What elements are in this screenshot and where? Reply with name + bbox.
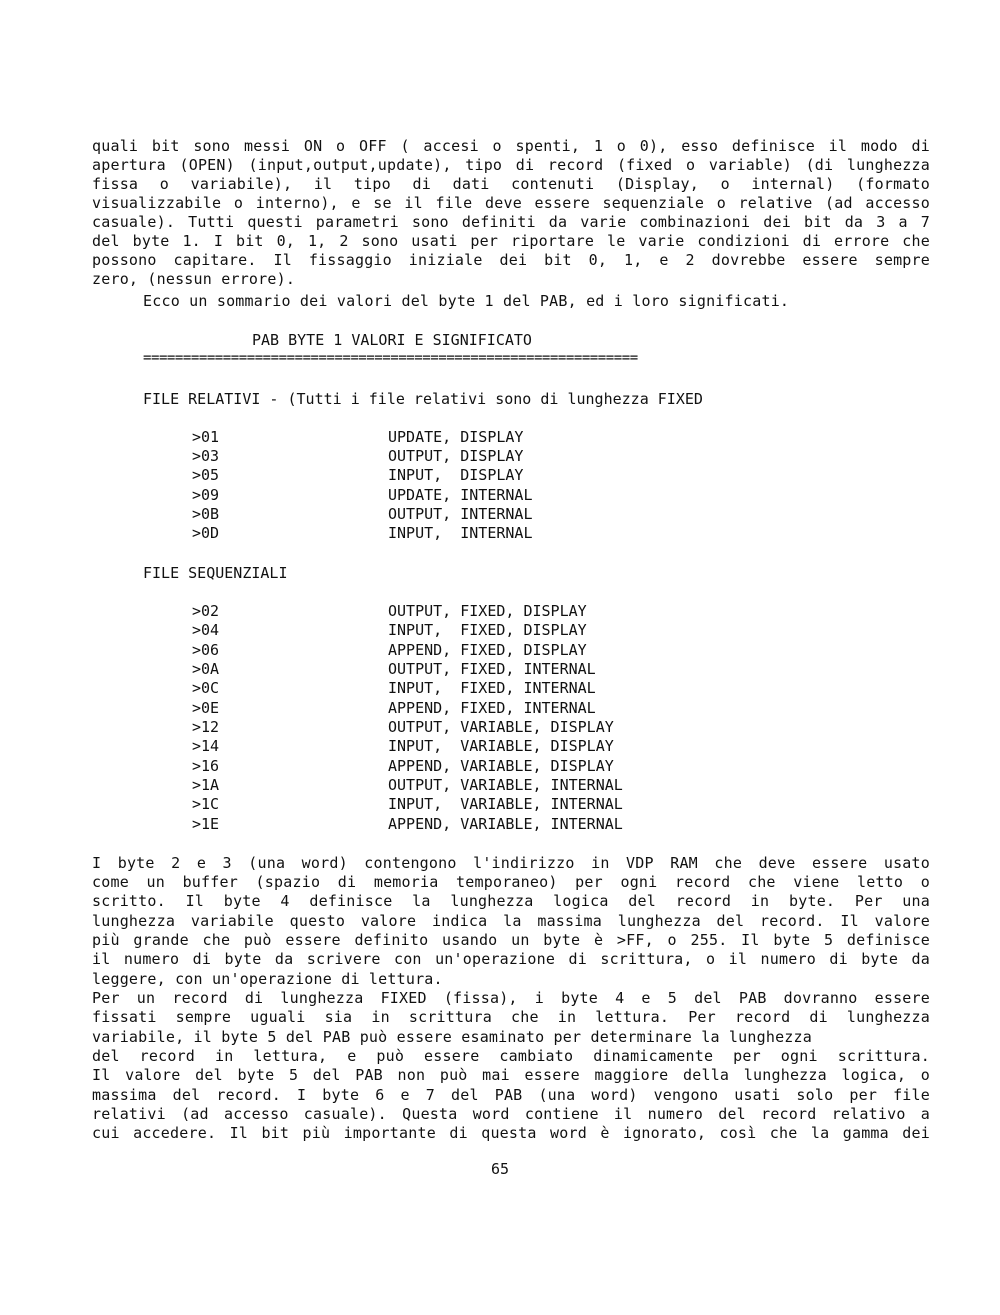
table-row-code: >12 bbox=[192, 718, 220, 736]
paragraph-line: lunghezza variabile questo valore indica la massima lunghezza del record. Il valore bbox=[92, 912, 930, 930]
paragraph-line: più grande che può essere definito usando un byte è >FF, o 255. Il byte 5 definisce bbox=[92, 931, 930, 949]
paragraph-line: zero, (nessun errore). bbox=[92, 270, 296, 288]
table-row-code: >01 bbox=[192, 428, 220, 446]
paragraph-line: I byte 2 e 3 (una word) contengono l'indirizzo in VDP RAM che deve essere usato bbox=[92, 854, 930, 872]
table-title: PAB BYTE 1 VALORI E SIGNIFICATO bbox=[252, 331, 532, 349]
paragraph-line: quali bit sono messi ON o OFF ( accesi o spenti, 1 o 0), esso definisce il modo di bbox=[92, 137, 930, 155]
table-row-code: >04 bbox=[192, 621, 220, 639]
summary-line: Ecco un sommario dei valori del byte 1 del PAB, ed i loro significati. bbox=[143, 292, 790, 310]
table-row-code: >0C bbox=[192, 679, 220, 697]
table-row-code: >16 bbox=[192, 757, 220, 775]
table-row-value: INPUT, VARIABLE, INTERNAL bbox=[388, 795, 623, 813]
sequential-files-heading: FILE SEQUENZIALI bbox=[143, 564, 288, 582]
table-row-value: APPEND, FIXED, INTERNAL bbox=[388, 699, 596, 717]
paragraph-line: variabile, il byte 5 del PAB può essere esaminato per determinare la lunghezza bbox=[92, 1028, 812, 1046]
table-row-value: APPEND, VARIABLE, INTERNAL bbox=[388, 815, 623, 833]
paragraph-line: casuale). Tutti questi parametri sono definiti da varie combinazioni dei bit da 3 a 7 bbox=[92, 213, 930, 231]
table-row-value: INPUT, INTERNAL bbox=[388, 524, 533, 542]
paragraph-line: fissati sempre uguali sia in scrittura che in lettura. Per record di lunghezza bbox=[92, 1008, 930, 1026]
table-row-code: >06 bbox=[192, 641, 220, 659]
table-row-code: >1A bbox=[192, 776, 220, 794]
table-row-code: >09 bbox=[192, 486, 220, 504]
table-row-code: >0B bbox=[192, 505, 220, 523]
table-row-code: >1E bbox=[192, 815, 220, 833]
paragraph-line: apertura (OPEN) (input,output,update), tipo di record (fixed o variable) (di lunghezza bbox=[92, 156, 930, 174]
paragraph-line: leggere, con un'operazione di lettura. bbox=[92, 970, 443, 988]
table-row-value: OUTPUT, VARIABLE, INTERNAL bbox=[388, 776, 623, 794]
table-row-code: >0D bbox=[192, 524, 220, 542]
relative-files-heading: FILE RELATIVI - (Tutti i file relativi sono di lunghezza FIXED bbox=[143, 390, 703, 408]
paragraph-line: del record in lettura, e può essere cambiato dinamicamente per ogni scrittura. bbox=[92, 1047, 930, 1065]
table-row-value: OUTPUT, DISPLAY bbox=[388, 447, 524, 465]
table-row-code: >0E bbox=[192, 699, 220, 717]
table-row-value: OUTPUT, FIXED, INTERNAL bbox=[388, 660, 596, 678]
paragraph-line: possono capitare. Il fissaggio iniziale dei bit 0, 1, e 2 dovrebbe essere sempre bbox=[92, 251, 930, 269]
paragraph-line: cui accedere. Il bit più importante di questa word è ignorato, così che la gamma dei bbox=[92, 1124, 930, 1142]
table-row-value: OUTPUT, FIXED, DISPLAY bbox=[388, 602, 587, 620]
table-row-code: >0A bbox=[192, 660, 220, 678]
table-row-value: UPDATE, INTERNAL bbox=[388, 486, 533, 504]
table-row-value: INPUT, VARIABLE, DISPLAY bbox=[388, 737, 614, 755]
table-row-value: INPUT, FIXED, INTERNAL bbox=[388, 679, 596, 697]
table-row-value: APPEND, FIXED, DISPLAY bbox=[388, 641, 587, 659]
table-row-value: OUTPUT, VARIABLE, DISPLAY bbox=[388, 718, 614, 736]
table-row-code: >05 bbox=[192, 466, 220, 484]
paragraph-line: relativi (ad accesso casuale). Questa word contiene il numero del record relativo a bbox=[92, 1105, 930, 1123]
paragraph-line: fissa o variabile), il tipo di dati contenuti (Display, o internal) (formato bbox=[92, 175, 930, 193]
table-row-value: INPUT, DISPLAY bbox=[388, 466, 524, 484]
table-separator: ============================================================== bbox=[143, 350, 638, 366]
table-row-code: >03 bbox=[192, 447, 220, 465]
table-row-code: >1C bbox=[192, 795, 220, 813]
paragraph-line: il numero di byte da scrivere con un'operazione di scrittura, o il numero di byte da bbox=[92, 950, 930, 968]
paragraph-line: Il valore del byte 5 del PAB non può mai essere maggiore della lunghezza logica, o bbox=[92, 1066, 930, 1084]
table-row-code: >02 bbox=[192, 602, 220, 620]
paragraph-line: scritto. Il byte 4 definisce la lunghezza logica del record in byte. Per una bbox=[92, 892, 930, 910]
paragraph-line: come un buffer (spazio di memoria temporaneo) per ogni record che viene letto o bbox=[92, 873, 930, 891]
table-row-value: UPDATE, DISPLAY bbox=[388, 428, 524, 446]
table-row-value: APPEND, VARIABLE, DISPLAY bbox=[388, 757, 614, 775]
paragraph-line: Per un record di lunghezza FIXED (fissa), i byte 4 e 5 del PAB dovranno essere bbox=[92, 989, 930, 1007]
paragraph-line: del byte 1. I bit 0, 1, 2 sono usati per riportare le varie condizioni di errore che bbox=[92, 232, 930, 250]
paragraph-line: massima del record. I byte 6 e 7 del PAB (una word) vengono usati solo per file bbox=[92, 1086, 930, 1104]
table-row-value: OUTPUT, INTERNAL bbox=[388, 505, 533, 523]
paragraph-line: visualizzabile o interno), e se il file deve essere sequenziale o relative (ad accesso bbox=[92, 194, 930, 212]
page-number: 65 bbox=[490, 1160, 510, 1178]
table-row-code: >14 bbox=[192, 737, 220, 755]
table-row-value: INPUT, FIXED, DISPLAY bbox=[388, 621, 587, 639]
